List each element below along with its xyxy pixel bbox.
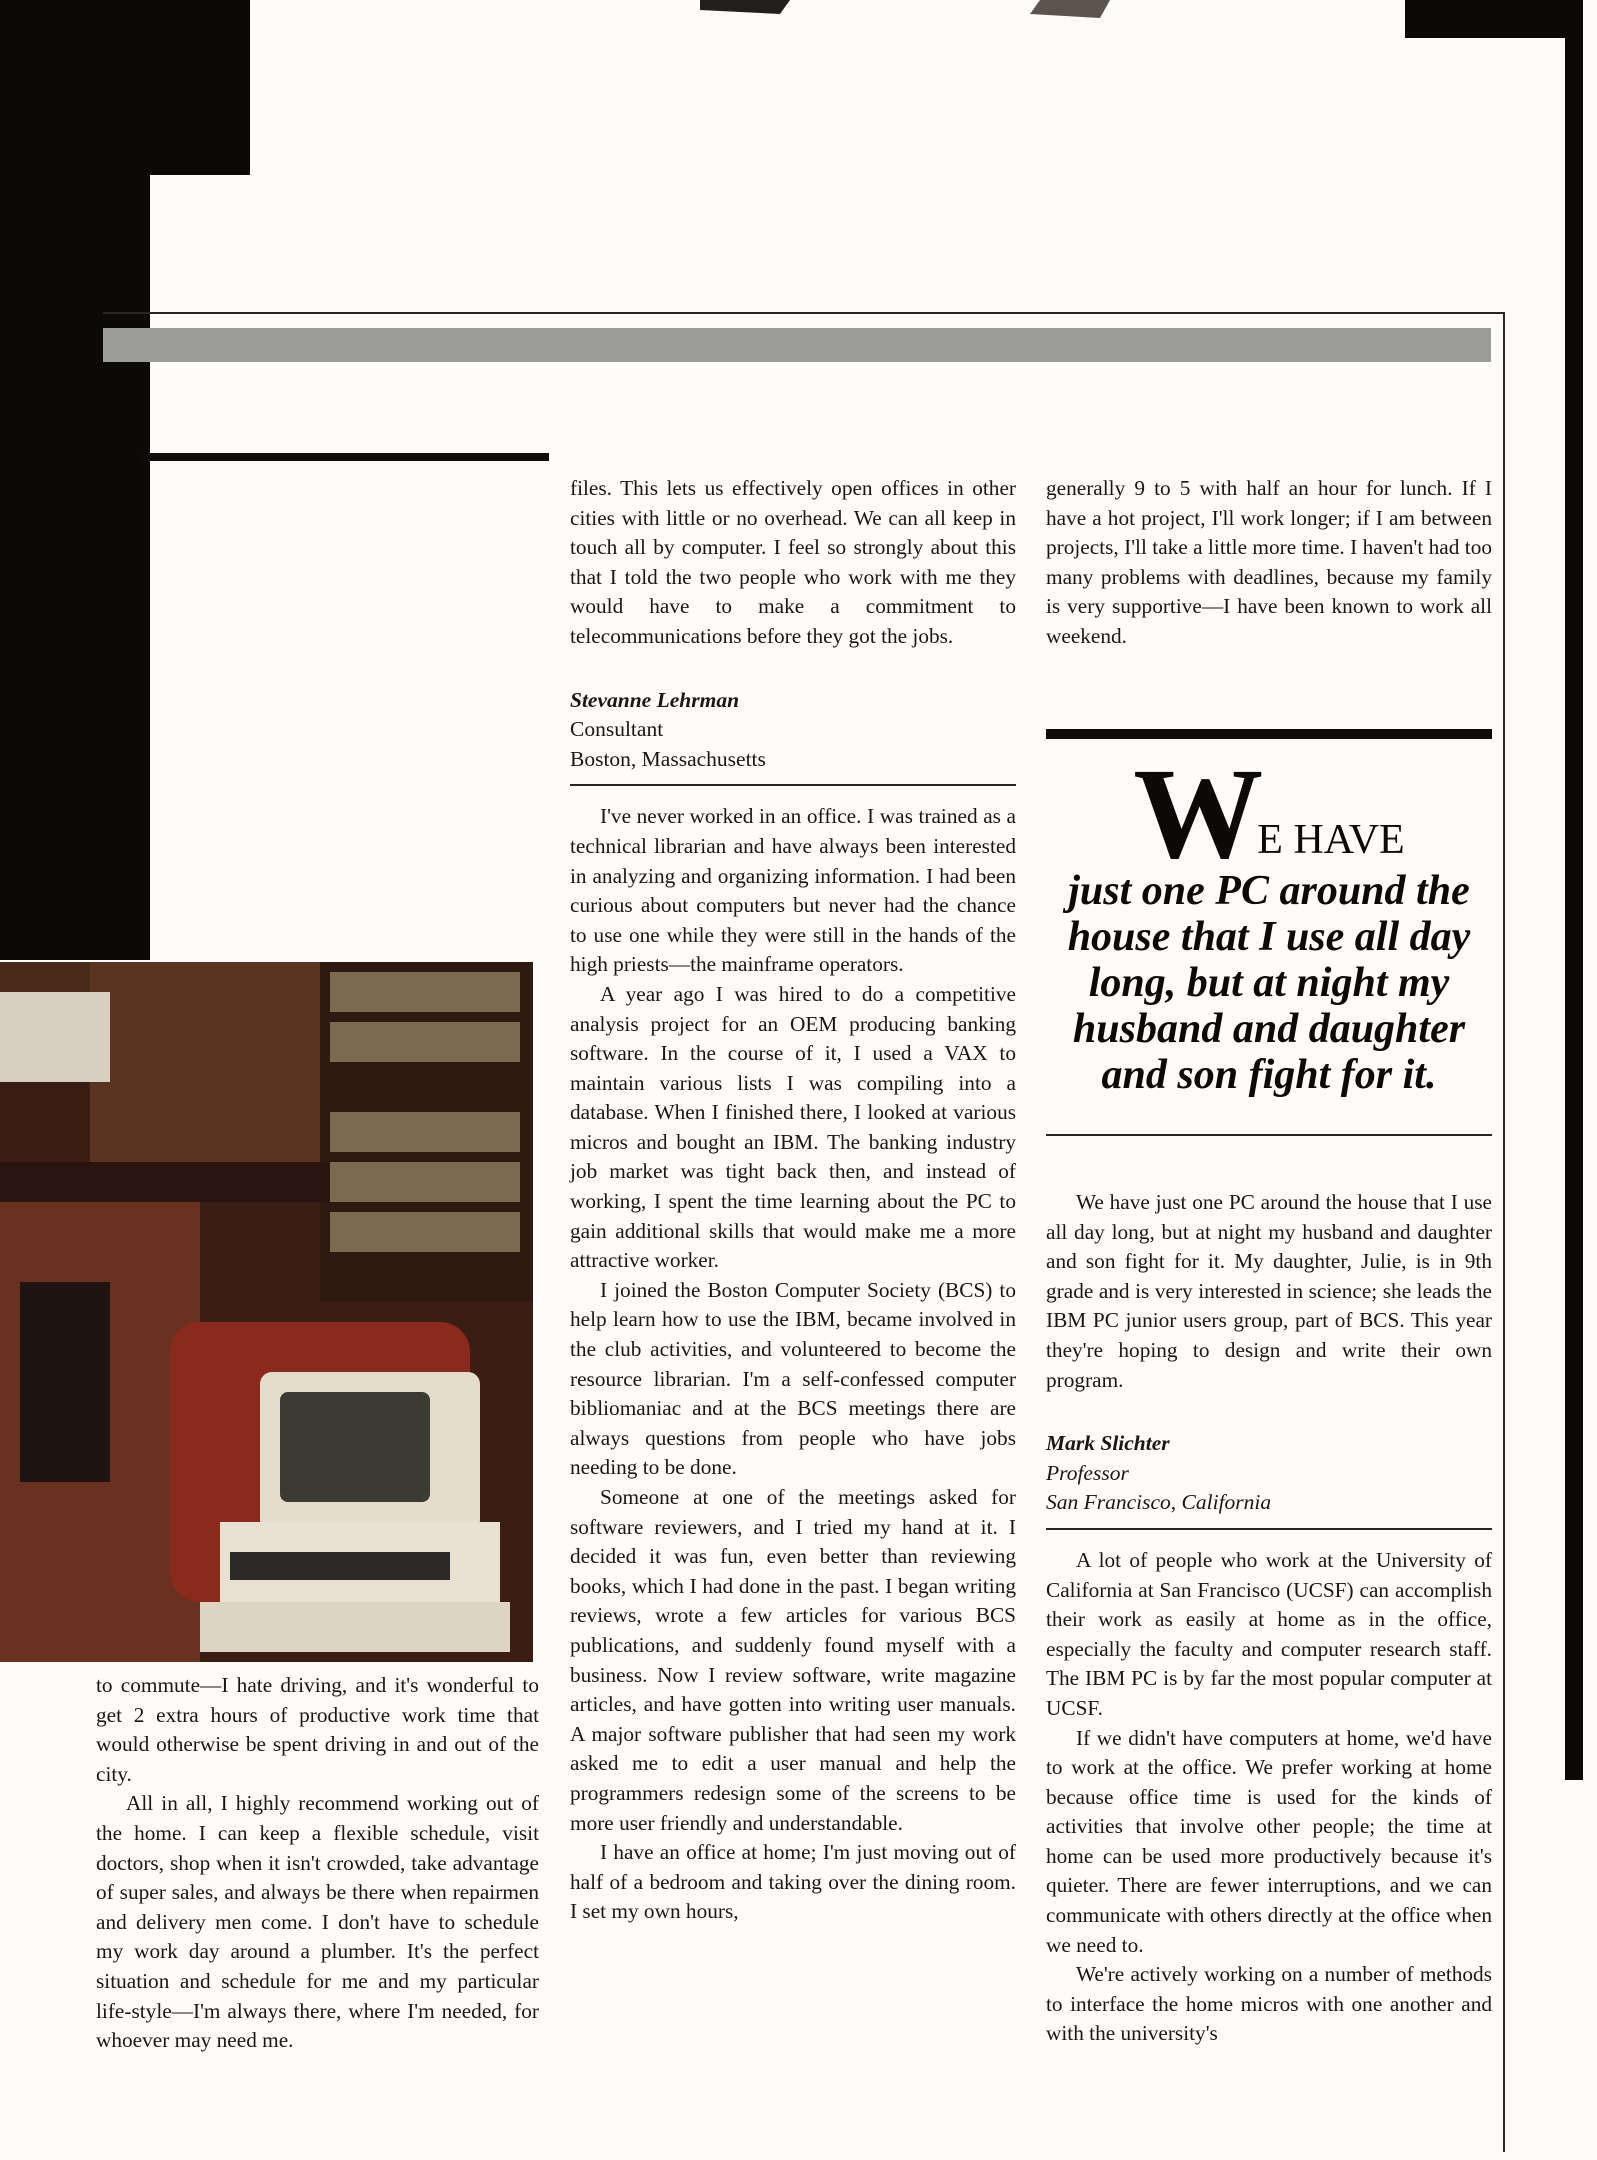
pullquote-top-rule <box>1046 729 1492 739</box>
pullquote-initial: W <box>1133 742 1264 886</box>
byline-name: Stevanne Lehrman <box>570 687 740 712</box>
col1-top-rule <box>140 453 549 461</box>
page-top-rule <box>103 312 1505 314</box>
col1-para: to commute—I hate driving, and it's wonderful to get 2 extra hours of productive work time that would otherwise be spent driving in and out of the city. <box>96 1673 539 1786</box>
col2-para: I have an office at home; I'm just moving out of half of a bedroom and taking over the dining room. I set my own hours, <box>570 1840 1016 1924</box>
pullquote-line: husband and daughter <box>1072 1006 1466 1052</box>
col3-para: A lot of people who work at the University of California at San Francisco (UCSF) can accomplish their work as easily at home as in the office, especially the faculty and computer research staff. The IBM PC is by far the most popular computer at UCSF. <box>1046 1547 1492 1720</box>
col2-intro: files. This lets us effectively open offices in other cities with little or no overhead. We can all keep in touch all by computer. I feel so strongly about this that I told the two people who work with me they would have to make a commitment to telecommunications before they got the jobs. <box>570 476 1016 648</box>
col3-body <box>1046 1188 1492 2049</box>
byline-role: Professor <box>1046 1460 1129 1485</box>
byline-rule <box>570 784 1016 786</box>
byline-name: Mark Slichter <box>1046 1431 1170 1456</box>
col2-para: I've never worked in an office. I was trained as a technical librarian and have always been interested in analyzing and organizing information. I had been curious about computers but never had the chance to use one while they were still in the hands of the high priests—the mainframe operators. <box>570 804 1016 977</box>
col3-intro: generally 9 to 5 with half an hour for lunch. If I have a hot project, I'll work longer; if I am between projects, I'll take a little more time. I haven't had too many problems with deadlines, because my family is very supportive—I have been known to work all weekend. <box>1046 476 1492 648</box>
col2-para: I joined the Boston Computer Society (BCS) to help learn how to use the IBM, became involved in the club activities, and volunteered to become the resource librarian. I'm a self-confessed computer bibliomaniac and at the BCS meetings there are always questions from people who have jobs needing to be done. <box>570 1277 1016 1480</box>
byline-place: San Francisco, California <box>1046 1490 1272 1515</box>
pullquote-first-words: E HAVE <box>1257 817 1405 863</box>
byline-lehrman <box>570 686 1016 775</box>
byline-place: Boston, Massachusetts <box>570 746 766 771</box>
col3-para: We have just one PC around the house that I use all day long, but at night my husband and daughter and son fight for it. My daughter, Julie, is in 9th grade and is very interested in science; she leads the IBM PC junior users group, part of BCS. This year they're hoping to design and write their own program. <box>1046 1190 1492 1392</box>
pullquote-bottom-rule <box>1046 1134 1492 1136</box>
pullquote-line: just one PC around the <box>1068 868 1470 914</box>
col3-para: We're actively working on a number of methods to interface the home micros with one another and with the university's <box>1046 1962 1492 2046</box>
header-band <box>103 328 1491 362</box>
col2-para: A year ago I was hired to do a competitive analysis project for an OEM producing banking software. In the course of it, I used a VAX to maintain various lists I was compiling into a database. When I finished there, I looked at various micros and bought an IBM. The banking industry job market was tight back then, and instead of working, I spent the time learning about the PC to gain additional skills that would make me a more attractive worker. <box>570 981 1016 1273</box>
pullquote-line: long, but at night my <box>1088 960 1450 1006</box>
col2-body <box>570 474 1016 1927</box>
pullquote-line: house that I use all day <box>1067 914 1471 960</box>
page-right-rule <box>1503 312 1505 2152</box>
col1-para: All in all, I highly recommend working out of the home. I can keep a flexible schedule, visit doctors, shop when it isn't crowded, take advantage of super sales, and always be there when repairmen and delivery men come. I don't have to schedule my work day around a plumber. It's the perfect situation and schedule for me and my particular life-style—I'm always there, where I'm needed, for whoever may need me. <box>96 1791 539 2053</box>
scan-edge-shape <box>0 0 1597 320</box>
col3-para: If we didn't have computers at home, we'd have to work at the office. We prefer working at home because office time is used for the kinds of activities that involve other people; the time at home can be used more productively because it's quieter. There are fewer interruptions, and we can communicate with others directly at the office when we need to. <box>1046 1725 1492 1957</box>
col2-para: Someone at one of the meetings asked for software reviewers, and I tried my hand at it. I decided it was fun, even better than reviewing books, which I had done in the past. I began writing reviews, wrote a few articles for various BCS publications, and suddenly found myself with a business. Now I review software, write magazine articles, and have gotten into writing user manuals. A major software publisher that had seen my work asked me to edit a user manual and help the programmers redesign some of the screens to be more user friendly and understandable. <box>570 1485 1016 1835</box>
pullquote <box>1048 742 1490 1098</box>
pullquote-head <box>1048 742 1490 886</box>
pullquote-line: and son fight for it. <box>1101 1052 1437 1098</box>
byline-slichter <box>1046 1429 1492 1518</box>
col1-body <box>96 1671 539 2056</box>
home-office-photo <box>0 962 533 1662</box>
col3-intro-block <box>1046 474 1492 652</box>
byline-role: Consultant <box>570 717 664 742</box>
byline-rule <box>1046 1528 1492 1530</box>
